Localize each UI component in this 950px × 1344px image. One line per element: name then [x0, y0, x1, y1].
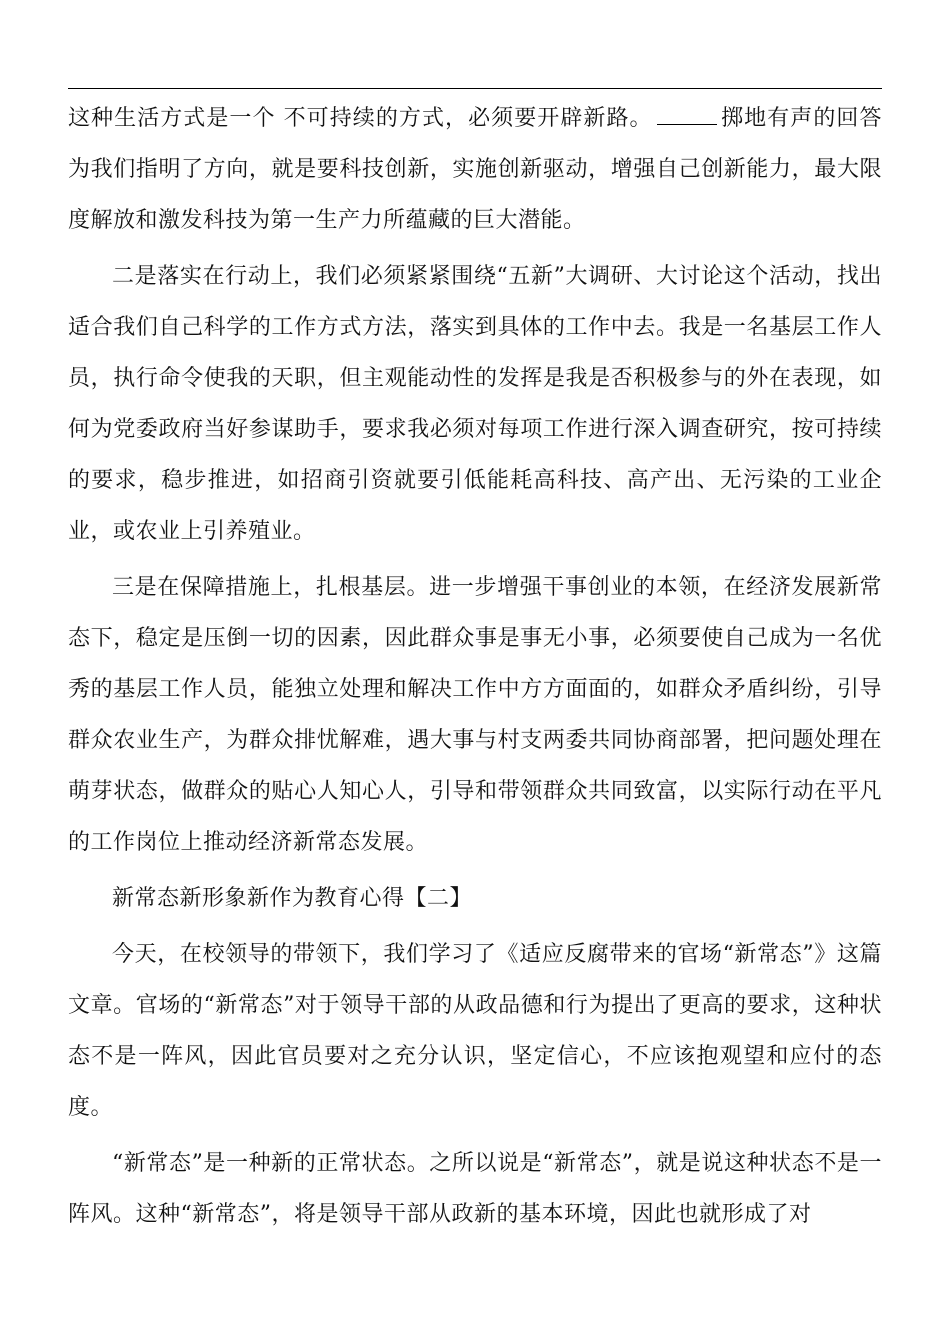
- section-heading: 新常态新形象新作为教育心得【二】: [112, 886, 473, 911]
- paragraph-5: 今天，在校领导的带领下，我们学习了《适应反腐带来的官场“新常态”》这篇文章。官场的“新常态”对于领导干部的从政品德和行为提出了更高的要求，这种状态不是一阵风，因此官员要对之充分认识，坚定信心，不应该抱观望和应付的态度。: [68, 942, 882, 1120]
- header-rule: [68, 88, 882, 89]
- paragraph-1-text-a: 这种生活方式是一个 不可持续的方式，必须要开辟新路。: [68, 106, 653, 131]
- document-body: [68, 93, 882, 1240]
- paragraph-3: 三是在保障措施上，扎根基层。进一步增强干事创业的本领，在经济发展新常态下，稳定是压倒一切的因素，因此群众事是事无小事，必须要使自己成为一名优秀的基层工作人员，能独立处理和解决工作中方方面面的，如群众矛盾纠纷，引导群众农业生产，为群众排忧解难，遇大事与村支两委共同协商部署，把问题处理在萌芽状态，做群众的贴心人知心人，引导和带领群众共同致富，以实际行动在平凡的工作岗位上推动经济新常态发展。: [68, 575, 882, 855]
- paragraph-1: [68, 93, 882, 246]
- paragraph-2: 二是落实在行动上，我们必须紧紧围绕“五新”大调研、大讨论这个活动，找出适合我们自己科学的工作方式方法，落实到具体的工作中去。我是一名基层工作人员，执行命令使我的天职，但主观能动性的发挥是我是否积极参与的外在表现，如何为党委政府当好参谋助手，要求我必须对每项工作进行深入调查研究，按可持续的要求，稳步推进，如招商引资就要引低能耗高科技、高产出、无污染的工业企业，或农业上引养殖业。: [68, 264, 882, 544]
- paragraph-1-text-b: 掷地有声的回答为我们指明了方向，就是要科技创新，实施创新驱动，增强自己创新能力，最大限度解放和激发科技为第一生产力所蕴藏的巨大潜能。: [68, 106, 882, 233]
- fill-in-blank: [657, 106, 717, 125]
- paragraph-6: “新常态”是一种新的正常状态。之所以说是“新常态”，就是说这种状态不是一阵风。这种“新常态”，将是领导干部从政新的基本环境，因此也就形成了对: [68, 1151, 882, 1227]
